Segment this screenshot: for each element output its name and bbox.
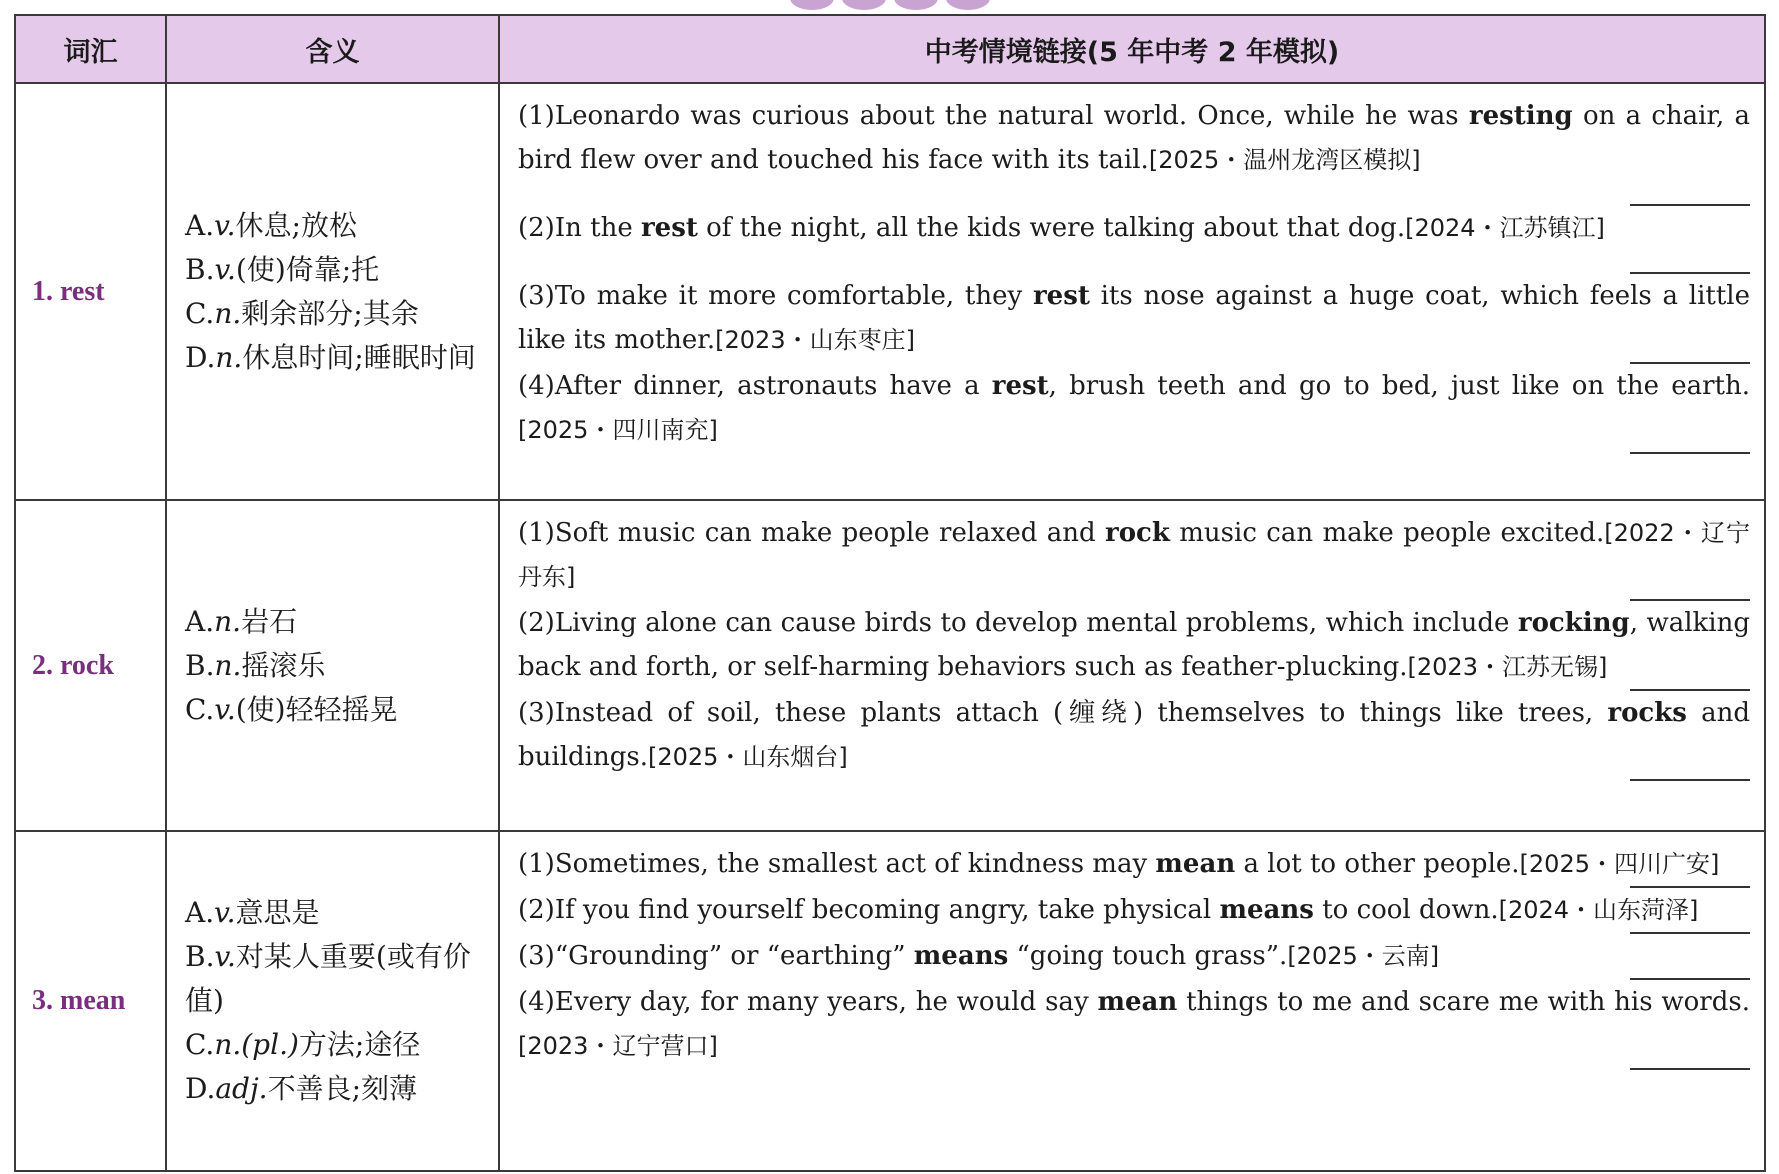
vocabulary-table bbox=[14, 14, 1766, 1172]
example-sentence: (2)Living alone can cause birds to develop mental problems, which include rocking, walking back and forth, or self-harming behaviors such as feather-plucking.[2023・江苏无锡] bbox=[518, 608, 1751, 682]
example-sentence: (4)Every day, for many years, he would say mean things to me and scare me with his words.[2023・辽宁营口] bbox=[518, 987, 1750, 1060]
meaning-item: C.v.(使)轻轻摇晃 bbox=[185, 692, 398, 726]
meanings-rock bbox=[166, 500, 499, 831]
example-sentence: (1)Leonardo was curious about the natural world. Once, while he was resting on a chair, a bird flew over and touched his face with its tail.[2025・温州龙湾区模拟] bbox=[518, 101, 1751, 175]
example-sentence: (2)If you find yourself becoming angry, take physical means to cool down.[2024・山东菏泽] bbox=[518, 895, 1699, 925]
example-sentence: (3)Instead of soil, these plants attach (缠绕) themselves to things like trees, rocks and buildings.[2025・山东烟台] bbox=[518, 698, 1750, 772]
word-rest: 1. rest bbox=[15, 83, 166, 500]
meaning-item: B.v.对某人重要(或有价值) bbox=[185, 940, 471, 1017]
meanings-mean bbox=[166, 831, 499, 1171]
answer-blank[interactable] bbox=[1630, 1068, 1750, 1070]
example-sentence: (1)Sometimes, the smallest act of kindness may mean a lot to other people.[2025・四川广安] bbox=[518, 849, 1720, 879]
example-sentence: (4)After dinner, astronauts have a rest, brush teeth and go to bed, just like on the earth.[2025・四川南充] bbox=[518, 371, 1750, 444]
meaning-item: B.v.(使)倚靠;托 bbox=[185, 252, 380, 286]
meaning-item: D.n.休息时间;睡眠时间 bbox=[185, 340, 476, 374]
table-row-rock bbox=[15, 500, 1765, 831]
header-context: 中考情境链接(5 年中考 2 年模拟) bbox=[499, 15, 1765, 83]
meaning-item: C.n.(pl.)方法;途径 bbox=[185, 1028, 421, 1061]
header-word: 词汇 bbox=[15, 15, 166, 83]
table-row-rest bbox=[15, 83, 1765, 500]
example-sentence: (3)To make it more comfortable, they rest its nose against a huge coat, which feels a little like its mother.[2023・山东枣庄] bbox=[518, 281, 1750, 355]
meaning-item: B.n.摇滚乐 bbox=[185, 648, 326, 682]
answer-blank[interactable] bbox=[1630, 779, 1750, 781]
examples-rock bbox=[499, 500, 1765, 831]
table-header-row bbox=[15, 15, 1765, 83]
table-row-mean bbox=[15, 831, 1765, 1171]
meaning-item: A.n.岩石 bbox=[185, 604, 298, 638]
meaning-item: A.v.休息;放松 bbox=[185, 208, 357, 242]
examples-rest bbox=[499, 83, 1765, 500]
example-sentence: (1)Soft music can make people relaxed and rock music can make people excited.[2022・辽宁丹东] bbox=[518, 518, 1751, 591]
word-rock: 2. rock bbox=[15, 500, 166, 831]
example-sentence: (3)“Grounding” or “earthing” means “going touch grass”.[2025・云南] bbox=[518, 941, 1440, 971]
meaning-item: C.n.剩余部分;其余 bbox=[185, 296, 419, 330]
meaning-item: A.v.意思是 bbox=[185, 896, 320, 929]
word-mean: 3. mean bbox=[15, 831, 166, 1171]
answer-blank[interactable] bbox=[1630, 452, 1750, 454]
header-meaning: 含义 bbox=[166, 15, 499, 83]
example-sentence: (2)In the rest of the night, all the kids were talking about that dog.[2024・江苏镇江] bbox=[518, 213, 1605, 243]
header-decoration bbox=[790, 0, 1000, 12]
meanings-rest bbox=[166, 83, 499, 500]
meaning-item: D.adj.不善良;刻薄 bbox=[185, 1072, 417, 1105]
examples-mean bbox=[499, 831, 1765, 1171]
